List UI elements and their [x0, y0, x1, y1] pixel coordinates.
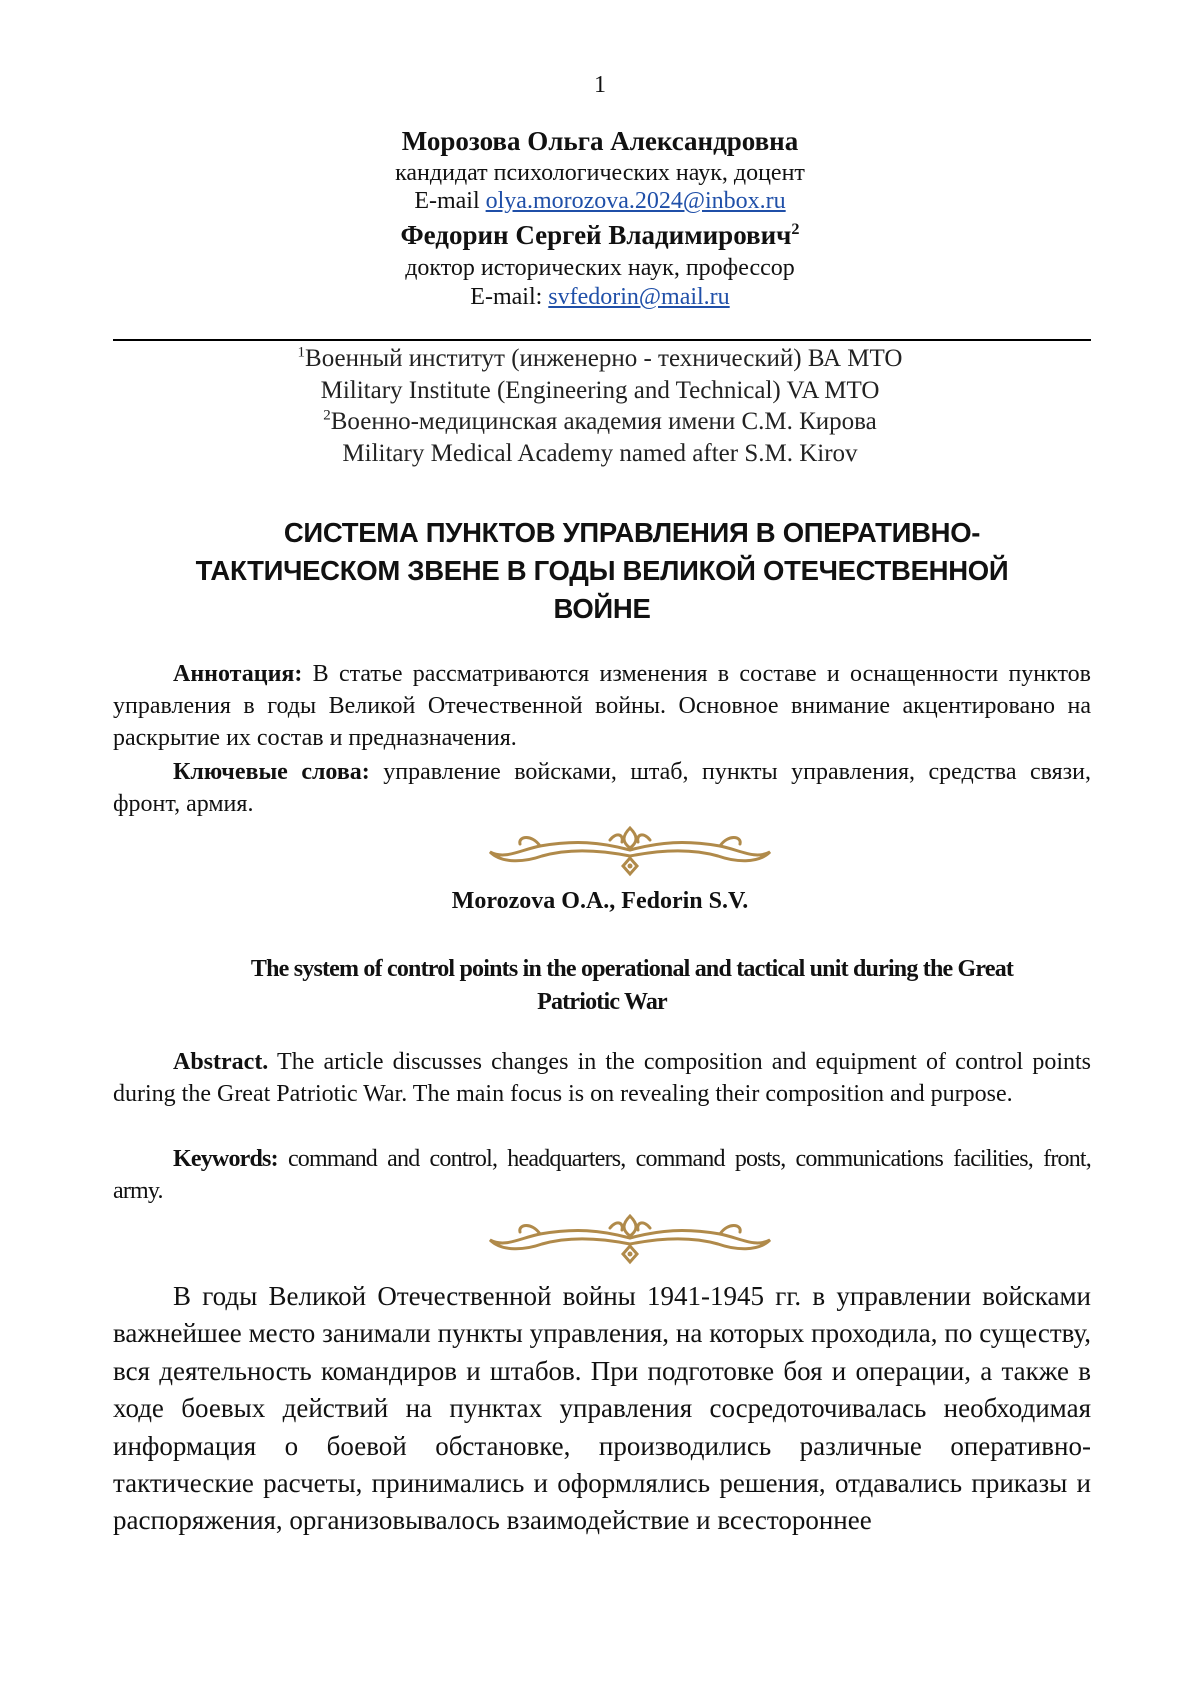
author-email-1: E-mail olya.morozova.2024@inbox.ru [414, 188, 786, 214]
affiliation-2-en: Military Medical Academy named after S.M. Kirov [342, 440, 858, 467]
divider-line [113, 339, 1091, 341]
keywords-ru: Ключевые слова: управление войсками, штаб, пункты управления, средства связи, фронт, армия. [113, 759, 1091, 817]
author-name-1: Морозова Ольга Александровна [401, 126, 799, 156]
email-link-1[interactable]: olya.morozova.2024@inbox.ru [485, 188, 786, 214]
affiliation-1: $^1$Военный институт (инженерно - технический) ВА МТО [297, 344, 903, 372]
keywords-en: Keywords: command and control, headquarters, command posts, communications facilities, front, army. [113, 1146, 1091, 1204]
article-title-ru: СИСТЕМА ПУНКТОВ УПРАВЛЕНИЯ В ОПЕРАТИВНО- ТАКТИЧЕСКОМ ЗВЕНЕ В ГОДЫ ВЕЛИКОЙ ОТЕЧЕСТВЕННОЙ ВОЙНЕ [195, 517, 1009, 624]
email-link-2[interactable]: svfedorin@mail.ru [548, 284, 730, 310]
author-2-sup: 2 [791, 220, 800, 238]
author-degree-1: кандидат психологических наук, доцент [395, 160, 805, 186]
ornament-divider-icon [480, 820, 780, 880]
abstract-label: Abstract. [173, 1049, 269, 1075]
annotation-label: Аннотация: [173, 661, 303, 687]
annotation-ru: Аннотация: В статье рассматриваются изменения в составе и оснащенности пунктов управления в годы Великой Отечественной войны. Основное внимание акцентировано на раскрытие их состав и предназначения. [113, 661, 1091, 751]
affiliation-2: $^2$Военно-медицинская академия имени С.М. Кирова [323, 407, 877, 435]
author-email-2: E-mail: svfedorin@mail.ru [470, 284, 730, 310]
affiliation-1-en: Military Institute (Engineering and Technical) VA MTO [320, 377, 880, 404]
keywords-en-label: Keywords: [173, 1146, 278, 1172]
author-name-2: Федорин Сергей Владимирович$^2$ [400, 220, 800, 250]
ornament-divider-2-icon [480, 1208, 780, 1268]
article-title-en: The system of control points in the operational and tactical unit during the Great Patriotic War [250, 956, 1014, 1015]
keywords-ru-label: Ключевые слова: [173, 759, 370, 785]
body-paragraph: В годы Великой Отечественной войны 1941-1945 гг. в управлении войсками важнейшее место занимали пункты управления, на которых проходила, по существу, вся деятельность командиров и штабов. При подготовке боя и операции, а также в ходе боевых действий на пунктах управления сосредоточивалась необходимая информация о боевой обстановке, производились различные оперативно-тактические расчеты, принимались и оформлялись решения, отдавались приказы и распоряжения, организовывалось взаимодействие и всестороннее [113, 1281, 1091, 1536]
page-number: 1 [594, 72, 606, 98]
authors-en: Morozova O.A., Fedorin S.V. [451, 888, 749, 914]
author-degree-2: доктор исторических наук, профессор [405, 255, 795, 281]
abstract-en: Abstract. The article discusses changes in the composition and equipment of control points during the Great Patriotic War. The main focus is on revealing their composition and purpose. [113, 1049, 1091, 1107]
